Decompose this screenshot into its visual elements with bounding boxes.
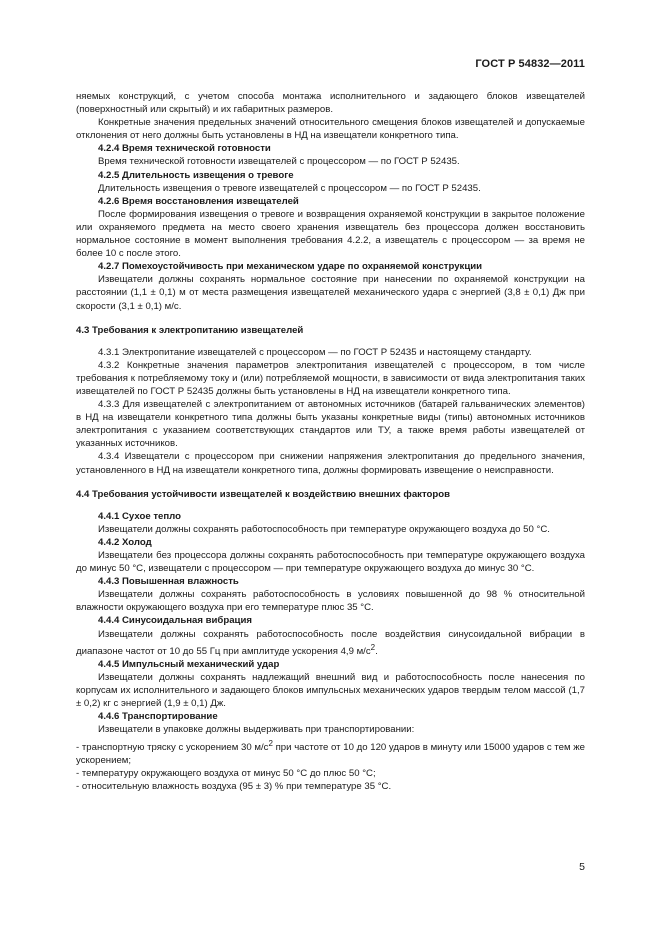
paragraph: Извещатели должны сохранять работоспособность в условиях повышенной до 98 % относительной влажности окружающего воздуха при его температуре плюс 35 °С. bbox=[76, 589, 585, 614]
text-run: при частоте от 10 до 120 ударов в минуту или 15000 ударов с тем же ускорением; bbox=[76, 741, 585, 766]
list-item: - относительную влажность воздуха (95 ± 3) % при температуре 35 °С. bbox=[76, 780, 392, 792]
paragraph: Извещатели в упаковке должны выдерживать при транспортировании: bbox=[98, 724, 415, 736]
paragraph: 4.3.1 Электропитание извещателей с процессором — по ГОСТ Р 52435 и настоящему стандарту. bbox=[98, 346, 532, 358]
superscript: 2 bbox=[268, 738, 273, 748]
section-heading-4-3: 4.3 Требования к электропитанию извещателей bbox=[76, 324, 304, 336]
section-heading-4-4-6: 4.4.6 Транспортирование bbox=[98, 711, 218, 723]
section-heading-4-2-5: 4.2.5 Длительность извещения о тревоге bbox=[98, 169, 294, 181]
paragraph: Время технической готовности извещателей с процессором — по ГОСТ Р 52435. bbox=[98, 156, 460, 168]
paragraph: После формирования извещения о тревоге и возвращения охраняемой конструкции в закрытое положение или охраняемого предмета на место своего хранения извещатель без процессора должен восстановить нормальное состояние в момент выполнения требования 4.2.2, а извещатель с процессором — за время не более 10 с после этого. bbox=[76, 208, 585, 260]
section-heading-4-2-7: 4.2.7 Помехоустойчивость при механическом ударе по охраняемой конструкции bbox=[98, 261, 483, 273]
paragraph: Извещатели должны сохранять работоспособность при температуре окружающего воздуха до 50 °С. bbox=[98, 523, 550, 535]
text-run: Извещатели должны сохранять работоспособность после воздействия синусоидальной вибрации в диапазоне частот от 10 до 55 Гц при амплитуде ускорения 4,9 м/с bbox=[76, 628, 585, 657]
paragraph: Извещатели должны сохранять надлежащий внешний вид и работоспособность после нанесения по корпусам их исполнительного и задающего блоков импульсных механических ударов твердым телом массой (1,7 ± 0,2) кг с энергией (1,9 ± 0,1) Дж. bbox=[76, 672, 585, 710]
section-heading-4-2-6: 4.2.6 Время восстановления извещателей bbox=[98, 195, 299, 207]
section-heading-4-4-3: 4.4.3 Повышенная влажность bbox=[98, 576, 239, 588]
text-run: - транспортную тряску с ускорением 30 м/с bbox=[76, 741, 269, 753]
section-heading-4-4: 4.4 Требования устойчивости извещателей к воздействию внешних факторов bbox=[76, 488, 451, 500]
page-number: 5 bbox=[579, 861, 585, 873]
paragraph: Длительность извещения о тревоге извещателей с процессором — по ГОСТ Р 52435. bbox=[98, 182, 481, 194]
paragraph: няемых конструкций, с учетом способа монтажа исполнительного и задающего блоков извещателей (поверхностный или скрытый) и их габаритных размеров. bbox=[76, 91, 585, 116]
list-item bbox=[76, 737, 585, 767]
text-run: . bbox=[375, 645, 378, 657]
section-heading-4-4-1: 4.4.1 Сухое тепло bbox=[98, 510, 181, 522]
paragraph: 4.3.4 Извещатели с процессором при снижении напряжения электропитания до предельного значения, установленного в НД на извещатели конкретного типа, должны формировать извещение о неисправности. bbox=[76, 451, 585, 476]
paragraph bbox=[76, 628, 585, 658]
paragraph: Конкретные значения предельных значений относительного смещения блоков извещателей и допускаемые отклонения от него должны быть установлены в НД на извещатели конкретного типа. bbox=[76, 117, 585, 142]
document-header: ГОСТ Р 54832—2011 bbox=[475, 58, 585, 70]
paragraph: 4.3.2 Конкретные значения параметров электропитания извещателей с процессором, в том числе требования к потребляемому току и (или) потребляемой мощности, в зависимости от вида электропитания таких извещателей по ГОСТ Р 52435 должны быть установлены в НД на извещатели конкретного типа. bbox=[76, 359, 585, 397]
section-heading-4-4-4: 4.4.4 Синусоидальная вибрация bbox=[98, 615, 252, 627]
page-content bbox=[76, 90, 585, 793]
section-heading-4-3-wrap bbox=[76, 324, 585, 337]
paragraph: Извещатели должны сохранять нормальное состояние при нанесении по охраняемой конструкции на расстоянии (1,1 ± 0,1) м от места размещения извещателей механического удара с энергией (3,8 ± 0,1) Дж при скорости (3,1 ± 0,1) м/с. bbox=[76, 274, 585, 312]
list-item: - температуру окружающего воздуха от минус 50 °С до плюс 50 °С; bbox=[76, 767, 376, 779]
superscript: 2 bbox=[370, 642, 376, 652]
section-heading-4-4-5: 4.4.5 Импульсный механический удар bbox=[98, 658, 280, 670]
section-heading-4-4-wrap bbox=[76, 488, 585, 501]
section-heading-4-2-4: 4.2.4 Время технической готовности bbox=[98, 143, 271, 155]
paragraph: 4.3.3 Для извещателей с электропитанием от автономных источников (батарей гальванических элементов) в НД на извещатели конкретного типа должны быть указаны конкретные виды (типы) автономных источников электропитания с указанием соответствующих стандартов или ТУ, а также время работы извещателей от указанных источников. bbox=[76, 399, 585, 450]
paragraph: Извещатели без процессора должны сохранять работоспособность при температуре окружающего воздуха до минус 50 °С, извещатели с процессором — при температуре окружающего воздуха до минус 30 °С. bbox=[76, 550, 585, 575]
section-heading-4-4-2: 4.4.2 Холод bbox=[98, 536, 152, 548]
